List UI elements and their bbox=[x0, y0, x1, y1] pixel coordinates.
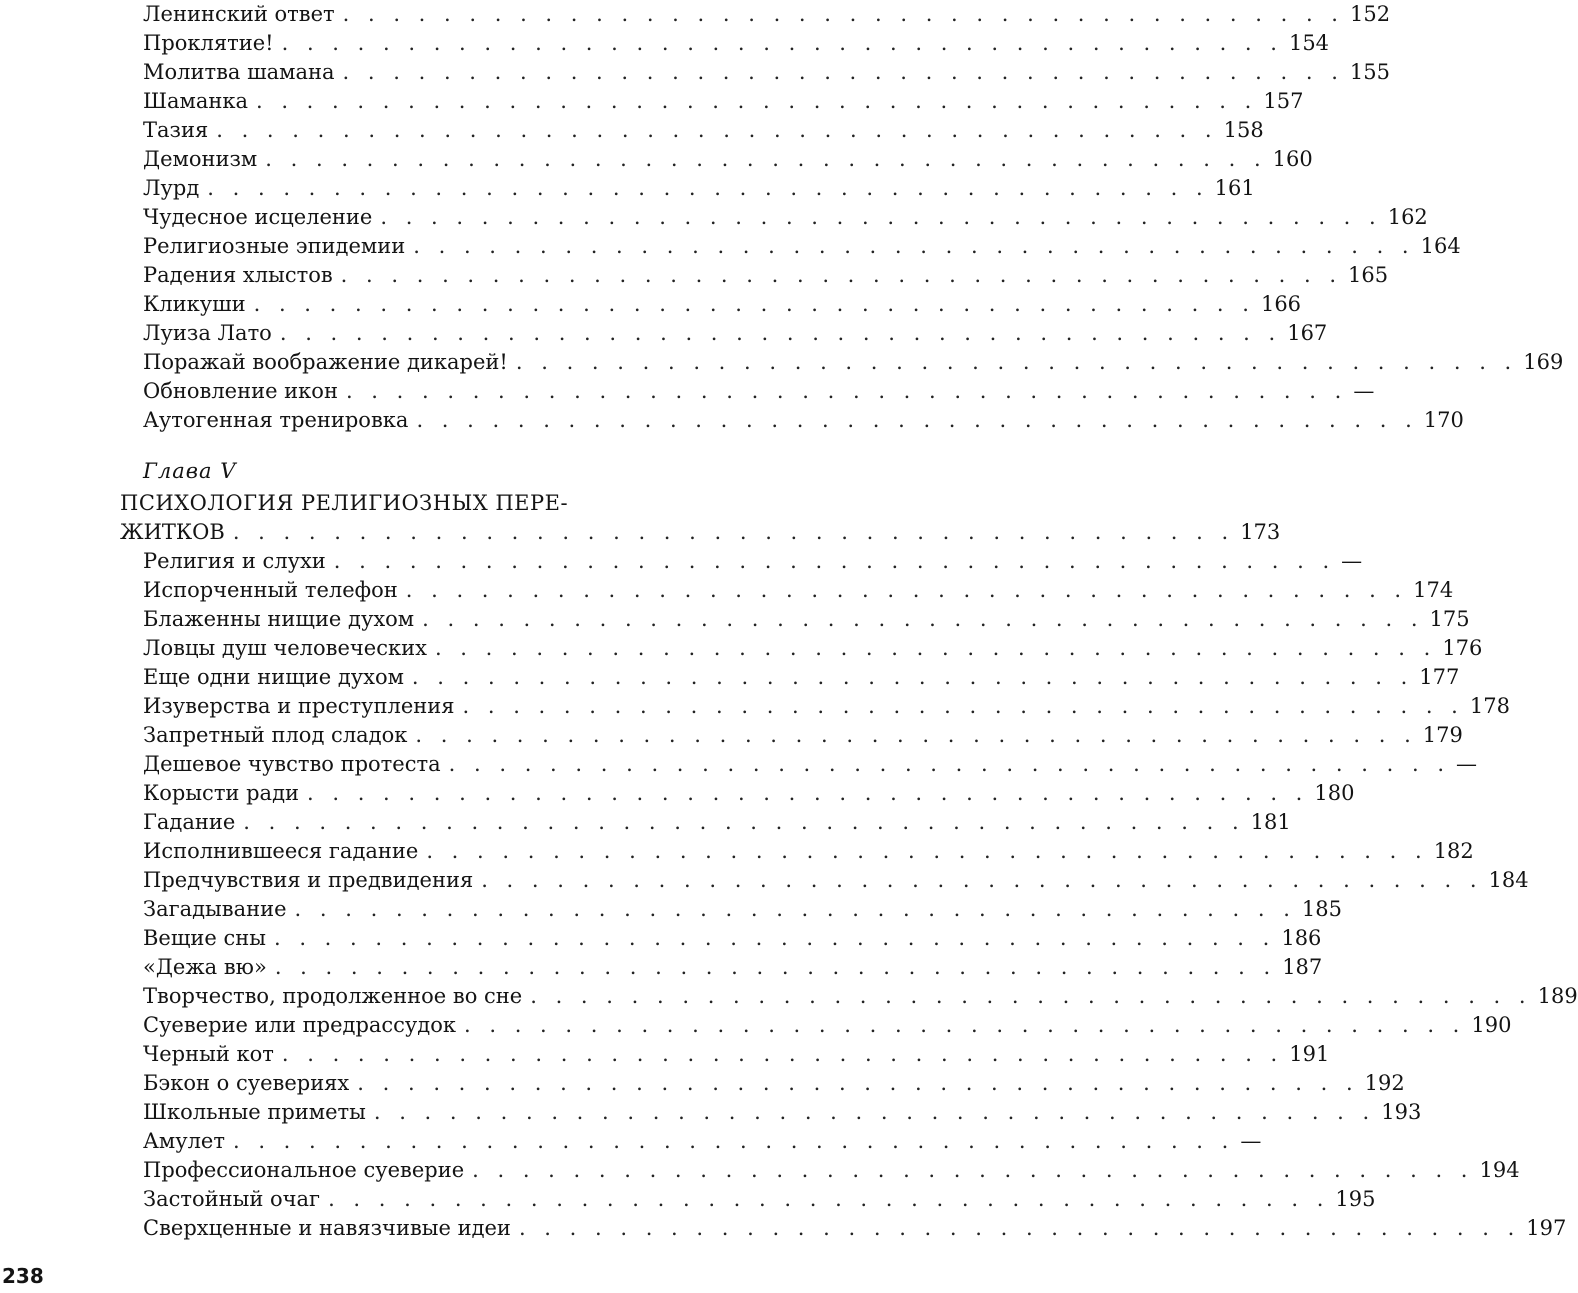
entry-title: Сверхценные и навязчивые идеи bbox=[143, 1216, 511, 1240]
toc-entry bbox=[143, 116, 1264, 145]
toc-entry bbox=[143, 895, 1342, 924]
toc-entry bbox=[143, 377, 1375, 406]
dot-leader: . . . . . . . . . . . . . . . . . . . . . . . . . . . . . . . . . . . . . . . . bbox=[415, 723, 1417, 747]
entry-title: Молитва шамана bbox=[143, 60, 335, 84]
toc-entry bbox=[143, 808, 1291, 837]
entry-page: 189 bbox=[1537, 984, 1578, 1008]
entry-page: 195 bbox=[1335, 1187, 1376, 1211]
entry-page: 197 bbox=[1526, 1216, 1567, 1240]
entry-title: Радения хлыстов bbox=[143, 263, 333, 287]
entry-page: 175 bbox=[1429, 607, 1470, 631]
toc-entry bbox=[143, 58, 1390, 87]
dot-leader: . . . . . . . . . . . . . . . . . . . . . . . . . . . . . . . . . . . . . . . . bbox=[232, 520, 1235, 544]
toc-entry bbox=[143, 1098, 1422, 1127]
entry-title: Еще одни нищие духом bbox=[143, 665, 404, 689]
entry-page: — bbox=[1240, 1129, 1262, 1153]
entry-page: 187 bbox=[1282, 955, 1323, 979]
entry-title: Кликуши bbox=[143, 292, 246, 316]
entry-title: Предчувствия и предвидения bbox=[143, 868, 474, 892]
dot-leader: . . . . . . . . . . . . . . . . . . . . . . . . . . . . . . . . . . . . . . . . bbox=[294, 897, 1296, 921]
entry-title: Религия и слухи bbox=[143, 549, 326, 573]
entry-page: — bbox=[1353, 379, 1375, 403]
entry-title: Гадание bbox=[143, 810, 236, 834]
dot-leader: . . . . . . . . . . . . . . . . . . . . . . . . . . . . . . . . . . . . . . . . bbox=[530, 984, 1532, 1008]
toc-entry bbox=[143, 145, 1313, 174]
chapter-title-line1: ПСИХОЛОГИЯ РЕЛИГИОЗНЫХ ПЕРЕ- bbox=[120, 491, 569, 515]
entry-page: 179 bbox=[1422, 723, 1463, 747]
toc-entry bbox=[143, 692, 1510, 721]
toc-entry bbox=[143, 547, 1363, 576]
dot-leader: . . . . . . . . . . . . . . . . . . . . . . . . . . . . . . . . . . . . . . . . bbox=[481, 868, 1483, 892]
entry-page: 154 bbox=[1288, 31, 1330, 55]
toc-entry bbox=[143, 634, 1483, 663]
entry-title: Демонизм bbox=[143, 147, 258, 171]
dot-leader: . . . . . . . . . . . . . . . . . . . . . . . . . . . . . . . . . . . . . . . . bbox=[328, 1187, 1330, 1211]
dot-leader: . . . . . . . . . . . . . . . . . . . . . . . . . . . . . . . . . . . . . . . . bbox=[472, 1158, 1474, 1182]
entry-page: — bbox=[1456, 752, 1477, 776]
entry-title: «Дежа вю» bbox=[143, 955, 267, 979]
entry-page: 190 bbox=[1471, 1013, 1512, 1037]
entry-title: Блаженны нищие духом bbox=[143, 607, 415, 631]
toc-entry bbox=[143, 0, 1391, 29]
entry-page: 181 bbox=[1250, 810, 1291, 834]
entry-title: Суеверие или предрассудок bbox=[143, 1013, 456, 1037]
entry-page: 164 bbox=[1420, 234, 1461, 258]
toc-entry bbox=[143, 721, 1463, 750]
entry-title: Застойный очаг bbox=[143, 1187, 321, 1211]
dot-leader: . . . . . . . . . . . . . . . . . . . . . . . . . . . . . . . . . . . . . . . . bbox=[307, 781, 1309, 805]
entry-title: Чудесное исцеление bbox=[143, 205, 373, 229]
entry-page: 178 bbox=[1469, 694, 1510, 718]
entry-title: Вещие сны bbox=[143, 926, 266, 950]
entry-page: 162 bbox=[1387, 205, 1428, 229]
dot-leader: . . . . . . . . . . . . . . . . . . . . . . . . . . . . . . . . . . . . . . . . bbox=[232, 1129, 1235, 1153]
toc-entry bbox=[143, 605, 1470, 634]
entry-page: 184 bbox=[1488, 868, 1529, 892]
toc-entry bbox=[143, 953, 1323, 982]
entry-title: Бэкон о суевериях bbox=[143, 1071, 350, 1095]
entry-title: Поражай воображение дикарей! bbox=[143, 350, 508, 374]
toc-entry bbox=[143, 750, 1477, 779]
entry-page: 152 bbox=[1349, 2, 1391, 26]
entry-title: Аутогенная тренировка bbox=[143, 408, 409, 432]
toc-entry bbox=[143, 576, 1454, 605]
toc-entry bbox=[143, 319, 1328, 348]
dot-leader: . . . . . . . . . . . . . . . . . . . . . . . . . . . . . . . . . . . . . . . . bbox=[274, 955, 1277, 979]
entry-title: Запретный плод сладок bbox=[143, 723, 408, 747]
entry-title: Корысти ради bbox=[143, 781, 299, 805]
entry-page: 174 bbox=[1413, 578, 1454, 602]
entry-page: 158 bbox=[1223, 118, 1264, 142]
entry-page: 192 bbox=[1364, 1071, 1405, 1095]
entry-title: Школьные приметы bbox=[143, 1100, 366, 1124]
dot-leader: . . . . . . . . . . . . . . . . . . . . . . . . . . . . . . . . . . . . . . . . bbox=[515, 350, 1518, 374]
entry-title: Религиозные эпидемии bbox=[143, 234, 406, 258]
toc-entry bbox=[143, 1127, 1262, 1156]
entry-page: 193 bbox=[1381, 1100, 1422, 1124]
entry-page: 167 bbox=[1287, 321, 1328, 345]
toc-entry bbox=[143, 348, 1564, 377]
entry-title: Шаманка bbox=[143, 89, 248, 113]
dot-leader: . . . . . . . . . . . . . . . . . . . . . . . . . . . . . . . . . . . . . . . . bbox=[273, 926, 1276, 950]
toc-entry bbox=[143, 779, 1355, 808]
toc-entry bbox=[143, 866, 1529, 895]
toc-entry bbox=[143, 1040, 1330, 1069]
toc-entry bbox=[143, 232, 1461, 261]
entry-title: Изуверства и преступления bbox=[143, 694, 455, 718]
dot-leader: . . . . . . . . . . . . . . . . . . . . . . . . . . . . . . . . . . . . . . . . bbox=[265, 147, 1267, 171]
entry-page: 161 bbox=[1214, 176, 1255, 200]
dot-leader: . . . . . . . . . . . . . . . . . . . . . . . . . . . . . . . . . . . . . . . . bbox=[373, 1100, 1376, 1124]
toc-entry bbox=[143, 261, 1389, 290]
chapter-label: Глава V bbox=[143, 459, 237, 483]
dot-leader: . . . . . . . . . . . . . . . . . . . . . . . . . . . . . . . . . . . . . . . . bbox=[342, 2, 1344, 26]
dot-leader: . . . . . . . . . . . . . . . . . . . . . . . . . . . . . . . . . . . . . . . . bbox=[345, 379, 1348, 403]
dot-leader: . . . . . . . . . . . . . . . . . . . . . . . . . . . . . . . . . . . . . . . . bbox=[253, 292, 1255, 316]
toc-entry bbox=[143, 837, 1474, 866]
dot-leader: . . . . . . . . . . . . . . . . . . . . . . . . . . . . . . . . . . . . . . . . bbox=[216, 118, 1218, 142]
dot-leader: . . . . . . . . . . . . . . . . . . . . . . . . . . . . . . . . . . . . . . . . bbox=[422, 607, 1424, 631]
dot-leader: . . . . . . . . . . . . . . . . . . . . . . . . . . . . . . . . . . . . . . . . bbox=[464, 1013, 1466, 1037]
dot-leader: . . . . . . . . . . . . . . . . . . . . . . . . . . . . . . . . . . . . . . . . bbox=[243, 810, 1245, 834]
dot-leader: . . . . . . . . . . . . . . . . . . . . . . . . . . . . . . . . . . . . . . . . bbox=[357, 1071, 1359, 1095]
entry-page: — bbox=[1341, 549, 1363, 573]
entry-page: 185 bbox=[1301, 897, 1342, 921]
entry-title: Тазия bbox=[143, 118, 209, 142]
dot-leader: . . . . . . . . . . . . . . . . . . . . . . . . . . . . . . . . . . . . . . . . bbox=[413, 234, 1415, 258]
entry-title: Ленинский ответ bbox=[143, 2, 335, 26]
entry-title: Исполнившееся гадание bbox=[143, 839, 419, 863]
entry-title: Черный кот bbox=[143, 1042, 274, 1066]
toc-entry bbox=[143, 1214, 1567, 1243]
chapter-page: 173 bbox=[1240, 520, 1281, 544]
entry-page: 157 bbox=[1263, 89, 1304, 113]
dot-leader: . . . . . . . . . . . . . . . . . . . . . . . . . . . . . . . . . . . . . . . . bbox=[281, 31, 1283, 55]
chapter-title-line2: ЖИТКОВ bbox=[120, 520, 225, 544]
entry-page: 155 bbox=[1349, 60, 1390, 84]
entry-page: 160 bbox=[1272, 147, 1313, 171]
entry-page: 182 bbox=[1433, 839, 1474, 863]
dot-leader: . . . . . . . . . . . . . . . . . . . . . . . . . . . . . . . . . . . . . . . . bbox=[333, 549, 1336, 573]
chapter-title-row bbox=[120, 518, 1281, 547]
toc-entry bbox=[143, 663, 1460, 692]
dot-leader: . . . . . . . . . . . . . . . . . . . . . . . . . . . . . . . . . . . . . . . . bbox=[207, 176, 1209, 200]
dot-leader: . . . . . . . . . . . . . . . . . . . . . . . . . . . . . . . . . . . . . . . . bbox=[255, 89, 1258, 113]
toc-entry bbox=[143, 1156, 1520, 1185]
dot-leader: . . . . . . . . . . . . . . . . . . . . . . . . . . . . . . . . . . . . . . . . bbox=[518, 1216, 1521, 1240]
dot-leader: . . . . . . . . . . . . . . . . . . . . . . . . . . . . . . . . . . . . . . . . bbox=[448, 752, 1450, 776]
toc-entry bbox=[143, 29, 1330, 58]
entry-title: Ловцы душ человеческих bbox=[143, 636, 427, 660]
entry-title: Дешевое чувство протеста bbox=[143, 752, 441, 776]
toc-entry bbox=[143, 1185, 1376, 1214]
dot-leader: . . . . . . . . . . . . . . . . . . . . . . . . . . . . . . . . . . . . . . . . bbox=[342, 60, 1344, 84]
entry-page: 166 bbox=[1260, 292, 1302, 316]
dot-leader: . . . . . . . . . . . . . . . . . . . . . . . . . . . . . . . . . . . . . . . . bbox=[426, 839, 1428, 863]
entry-page: 170 bbox=[1423, 408, 1464, 432]
dot-leader: . . . . . . . . . . . . . . . . . . . . . . . . . . . . . . . . . . . . . . . . bbox=[380, 205, 1382, 229]
entry-title: Творчество, продолженное во сне bbox=[143, 984, 523, 1008]
entry-page: 180 bbox=[1314, 781, 1355, 805]
entry-title: Профессиональное суеверие bbox=[143, 1158, 465, 1182]
toc-entry bbox=[143, 982, 1578, 1011]
entry-title: Загадывание bbox=[143, 897, 287, 921]
entry-title: Лурд bbox=[143, 176, 200, 200]
dot-leader: . . . . . . . . . . . . . . . . . . . . . . . . . . . . . . . . . . . . . . . . bbox=[416, 408, 1418, 432]
toc-entry bbox=[143, 174, 1255, 203]
entry-title: Луиза Лато bbox=[143, 321, 272, 345]
dot-leader: . . . . . . . . . . . . . . . . . . . . . . . . . . . . . . . . . . . . . . . . bbox=[281, 1042, 1284, 1066]
toc-entry bbox=[143, 924, 1322, 953]
toc-entry bbox=[143, 87, 1304, 116]
entry-title: Проклятие! bbox=[143, 31, 274, 55]
entry-title: Обновление икон bbox=[143, 379, 338, 403]
entry-title: Испорченный телефон bbox=[143, 578, 398, 602]
toc-entry bbox=[143, 406, 1464, 435]
dot-leader: . . . . . . . . . . . . . . . . . . . . . . . . . . . . . . . . . . . . . . . . bbox=[340, 263, 1343, 287]
toc-entry bbox=[143, 290, 1302, 319]
entry-page: 169 bbox=[1523, 350, 1564, 374]
toc-entry bbox=[143, 1011, 1512, 1040]
toc-entry bbox=[143, 203, 1428, 232]
entry-page: 191 bbox=[1289, 1042, 1330, 1066]
dot-leader: . . . . . . . . . . . . . . . . . . . . . . . . . . . . . . . . . . . . . . . . bbox=[462, 694, 1464, 718]
entry-page: 177 bbox=[1419, 665, 1460, 689]
entry-page: 165 bbox=[1348, 263, 1389, 287]
entry-page: 176 bbox=[1442, 636, 1483, 660]
dot-leader: . . . . . . . . . . . . . . . . . . . . . . . . . . . . . . . . . . . . . . . . bbox=[405, 578, 1408, 602]
dot-leader: . . . . . . . . . . . . . . . . . . . . . . . . . . . . . . . . . . . . . . . . bbox=[411, 665, 1414, 689]
dot-leader: . . . . . . . . . . . . . . . . . . . . . . . . . . . . . . . . . . . . . . . . bbox=[279, 321, 1282, 345]
page-number: 238 bbox=[2, 1264, 44, 1288]
entry-page: 186 bbox=[1281, 926, 1322, 950]
entry-page: 194 bbox=[1479, 1158, 1520, 1182]
toc-entry bbox=[143, 1069, 1405, 1098]
dot-leader: . . . . . . . . . . . . . . . . . . . . . . . . . . . . . . . . . . . . . . . . bbox=[434, 636, 1437, 660]
entry-title: Амулет bbox=[143, 1129, 225, 1153]
